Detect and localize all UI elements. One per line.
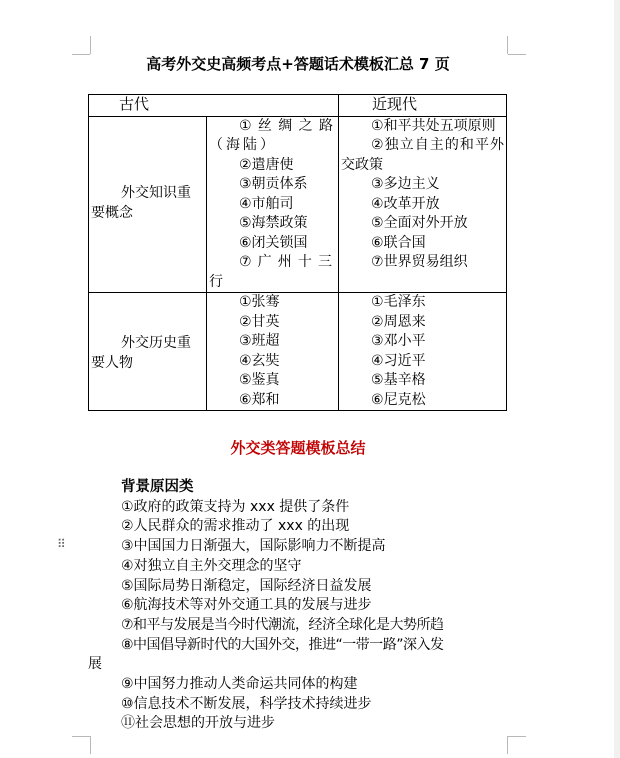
modern-concepts-list	[341, 117, 504, 273]
list-item: ④改革开放	[371, 195, 440, 212]
ancient-concepts-list	[209, 117, 336, 293]
crop-mark-bottom-left-h	[72, 736, 90, 737]
list-item: ⑤海禁政策	[239, 215, 308, 231]
list-item: ⑦和平与发展是当今时代潮流，经济全球化是大势所趋	[121, 616, 444, 633]
list-item: ④市舶司	[239, 195, 294, 212]
row-category-label: 外交知识重要概念	[91, 184, 191, 221]
list-item: ⑥闭关锁国	[239, 234, 308, 251]
list-item: ③邓小平	[371, 333, 426, 349]
list-item: ②人民群众的需求推动了 xxx 的出现	[121, 518, 350, 535]
list-item: ⑥联合国	[371, 234, 426, 251]
ancient-cell	[207, 293, 339, 411]
table-row	[89, 116, 507, 293]
list-item: ⑪社会思想的开放与进步	[121, 715, 275, 732]
list-item: ③班超	[239, 333, 280, 349]
list-item: ④对独立自主外交理念的坚守	[121, 557, 302, 574]
list-item: ⑦广州十三行	[209, 254, 337, 290]
subheading: 背景原因类	[121, 479, 194, 495]
list-item: ①毛泽东	[371, 294, 426, 310]
list-item: ②周恩来	[371, 313, 426, 330]
list-item: ⑩信息技术不断发展，科学技术持续进步	[121, 695, 372, 712]
list-item: ⑥航海技术等对外交通工具的发展与进步	[121, 597, 372, 614]
knowledge-table	[88, 94, 507, 411]
page-edge-scrollbar[interactable]	[614, 0, 620, 758]
list-item: ⑥尼克松	[371, 391, 426, 408]
modern-cell	[339, 116, 507, 293]
ancient-cell	[207, 116, 339, 293]
header-modern	[339, 95, 507, 117]
list-item: ③朝贡体系	[239, 176, 308, 192]
section-title: 外交类答题模板总结	[230, 439, 366, 457]
header-ancient	[89, 95, 339, 117]
row-category-label: 外交历史重要人物	[91, 335, 191, 371]
list-item: ⑤国际局势日渐稳定，国际经济日益发展	[121, 577, 372, 594]
list-item: ①政府的政策支持为 xxx 提供了条件	[121, 498, 350, 515]
crop-mark-top-right-v	[507, 36, 508, 54]
list-item: ①丝绸之路（海陆）	[209, 117, 337, 153]
list-item: ③多边主义	[371, 176, 440, 192]
list-item: ⑤全面对外开放	[371, 215, 468, 231]
list-item: ④玄奘	[239, 352, 280, 369]
list-item: ⑦世界贸易组织	[371, 254, 468, 270]
list-item: ⑤鉴真	[239, 372, 280, 388]
ancient-people-list	[209, 293, 336, 410]
list-item: ⑧中国倡导新时代的大国外交，推进“一带一路”深入发	[121, 636, 444, 653]
crop-mark-top-right-h	[508, 54, 526, 55]
modern-people-list	[341, 293, 504, 410]
list-item: ⑤基辛格	[371, 372, 426, 388]
crop-mark-top-left-v	[90, 36, 91, 54]
list-item-continuation: 展	[88, 656, 102, 673]
row-category-cell	[89, 293, 207, 411]
list-item: ③中国国力日渐强大，国际影响力不断提高	[121, 538, 386, 555]
list-item: ⑥郑和	[239, 391, 280, 408]
row-category-cell	[89, 116, 207, 293]
crop-mark-bottom-right-h	[508, 736, 526, 737]
list-item: ①张骞	[239, 294, 280, 310]
document-title: 高考外交史高频考点+答题话术模板汇总 7 页	[146, 55, 450, 73]
crop-mark-bottom-left-v	[90, 736, 91, 754]
modern-cell	[339, 293, 507, 411]
list-item: ⑨中国努力推动人类命运共同体的构建	[121, 676, 358, 693]
header-modern-label: 近现代	[372, 95, 418, 113]
drag-handle-icon[interactable]: ⠿	[57, 537, 65, 551]
list-item: ①和平共处五项原则	[371, 117, 496, 134]
table-header-row	[89, 95, 507, 117]
table-row	[89, 293, 507, 411]
list-item: ②甘英	[239, 313, 280, 330]
header-ancient-label: 古代	[119, 95, 150, 113]
crop-mark-bottom-right-v	[507, 736, 508, 754]
list-item: ②独立自主的和平外交政策	[341, 137, 505, 173]
list-item: ④习近平	[371, 352, 426, 369]
list-item: ②遣唐使	[239, 156, 294, 173]
answer-template-body	[88, 478, 498, 734]
